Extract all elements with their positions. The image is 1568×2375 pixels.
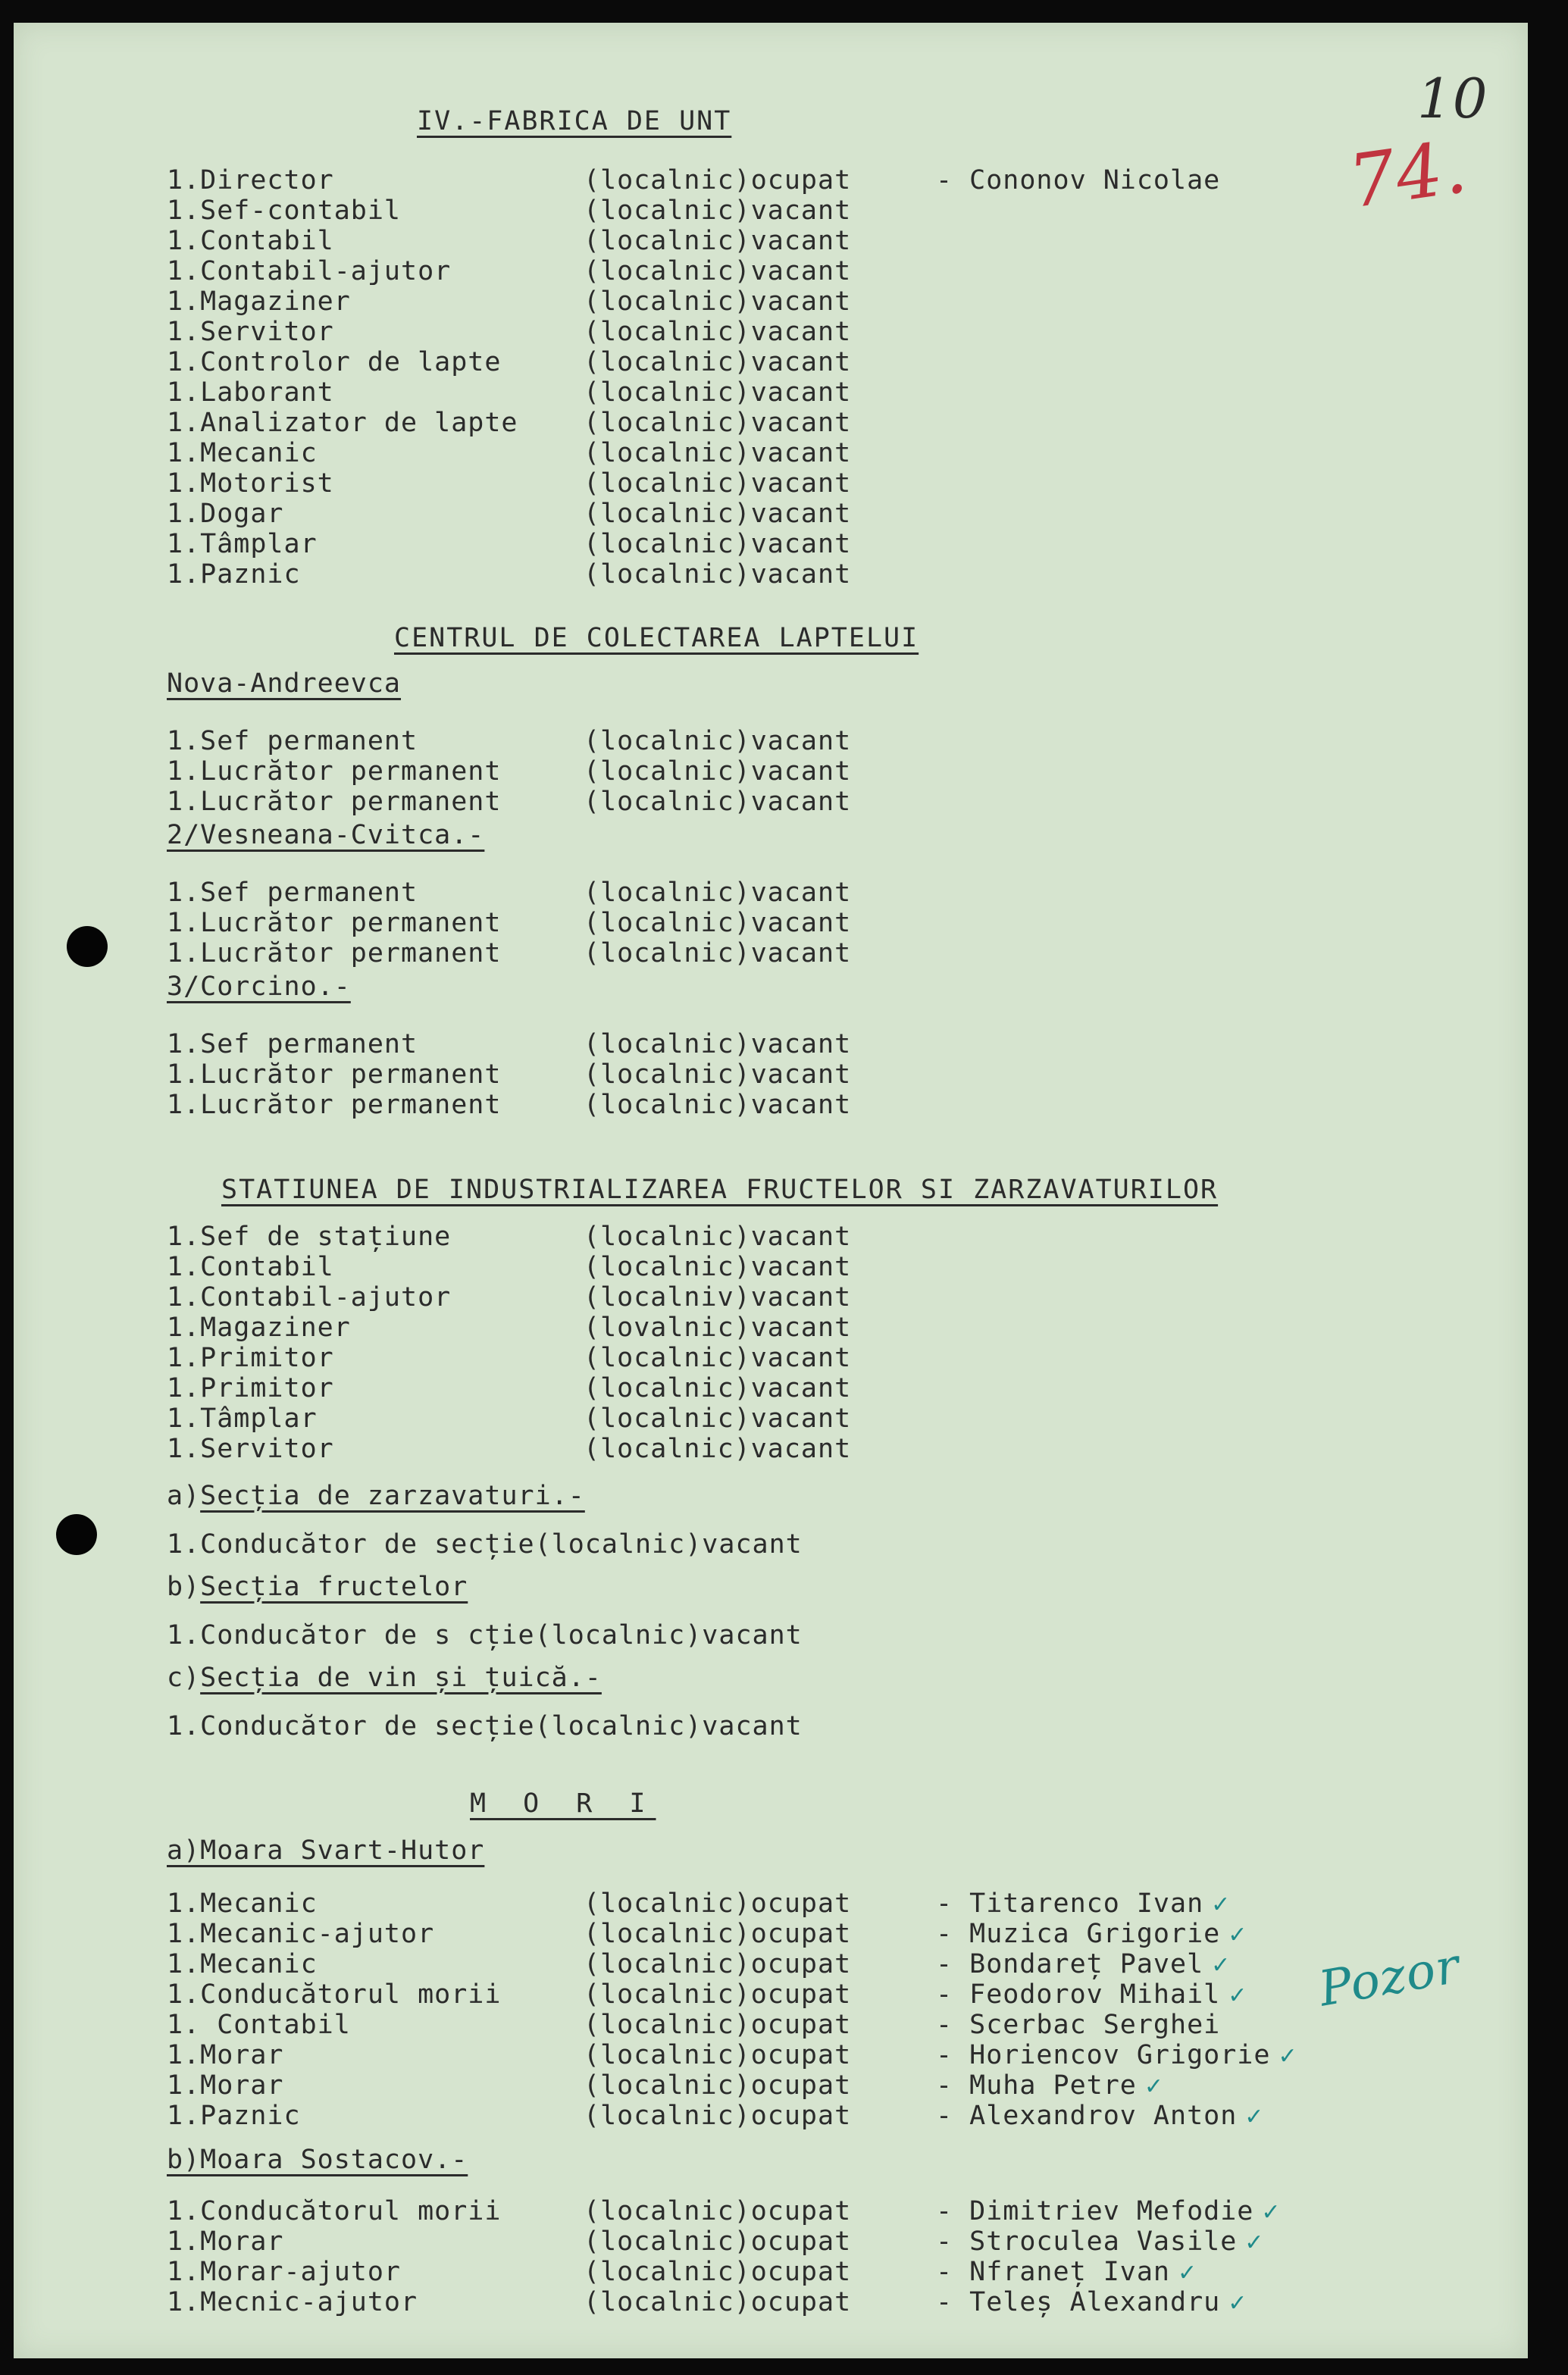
person-name-text: - Stroculea Vasile (936, 2226, 1238, 2257)
person-name (936, 2257, 1197, 2289)
status-value: (localnic)vacant (584, 1403, 852, 1434)
person-name-text: - Cononov Nicolae (936, 165, 1221, 196)
status-value: (localnic)vacant (584, 196, 852, 226)
table-row (167, 499, 1470, 529)
role-label: 1.Morar (167, 2040, 284, 2070)
status-value: (localnic)vacant (584, 1222, 852, 1252)
page-number-annotation: 10 (1417, 67, 1488, 130)
table-row (167, 317, 1470, 347)
subsection-label: Nova-Andreevca (167, 668, 402, 699)
status-value: (localnic)vacant (584, 1252, 852, 1282)
check-mark-icon: ✓ (1228, 1982, 1248, 2009)
table-row (167, 256, 1470, 286)
subsection-label (167, 1481, 585, 1511)
person-name-text: - Teleș Alexandru (936, 2287, 1221, 2317)
role-label: 1.Dogar (167, 499, 284, 529)
status-value: (localnic)vacant (584, 1090, 852, 1120)
role-label: 1.Primitor (167, 1373, 334, 1403)
role-label: 1.Contabil-ajutor (167, 256, 452, 286)
table-row (167, 2287, 1470, 2317)
table-row (167, 2226, 1470, 2257)
subsection-prefix: c) (167, 1663, 201, 1693)
role-label: 1.Conducătorul morii (167, 1979, 502, 2010)
status-value: (localnic)vacant (584, 1434, 852, 1464)
status-value: (localnic)vacant (584, 1343, 852, 1373)
table-row (167, 408, 1470, 438)
role-label: 1.Magaziner (167, 1313, 351, 1343)
person-name-text: - Muzica Grigorie (936, 1919, 1221, 1949)
person-name (936, 1888, 1231, 1920)
role-label: 1.Director (167, 165, 334, 196)
table-row (167, 196, 1470, 226)
section-title-fabrica: IV.-FABRICA DE UNT (417, 106, 732, 136)
subsection-name: Secția de vin și țuică.- (200, 1663, 602, 1693)
role-label: 1.Sef permanent (167, 1029, 418, 1059)
role-label: 1.Servitor (167, 317, 334, 347)
role-label: 1.Sef permanent (167, 878, 418, 908)
table-row (167, 1373, 1470, 1403)
subsection-prefix: b) (167, 1572, 201, 1602)
person-name (936, 1979, 1247, 2011)
table-row (167, 1949, 1470, 1979)
subsection-label (167, 1663, 602, 1693)
check-mark-icon: ✓ (1211, 1892, 1232, 1918)
role-label: 1.Contabil (167, 1252, 334, 1282)
person-name-text: - Bondareț Pavel (936, 1949, 1204, 1979)
status-value: (localnic)ocupat (584, 1888, 852, 1919)
role-label: 1.Mecanic-ajutor (167, 1919, 435, 1949)
role-label: 1. Contabil (167, 2010, 351, 2040)
red-handwritten-mark: 74. (1343, 124, 1473, 225)
subsection-label (167, 1572, 468, 1602)
table-row (167, 878, 1470, 908)
role-label: 1.Lucrător permanent (167, 1090, 502, 1120)
check-mark-icon: ✓ (1211, 1952, 1232, 1979)
role-label: 1.Lucrător permanent (167, 756, 502, 787)
table-row (167, 938, 1470, 968)
person-name (936, 2010, 1220, 2040)
person-name (936, 2070, 1164, 2102)
status-value: (localnic)vacant (584, 1059, 852, 1090)
status-value: (localnic)vacant (584, 256, 852, 286)
role-label: 1.Sef-contabil (167, 196, 402, 226)
role-label: 1.Conducătorul morii (167, 2196, 502, 2226)
status-value: (localnic)ocupat (584, 1919, 852, 1949)
person-name (936, 2287, 1247, 2319)
status-value: (localnic)ocupat (584, 1949, 852, 1979)
check-mark-icon: ✓ (1228, 2290, 1248, 2317)
status-value: (localnic)ocupat (584, 1979, 852, 2010)
role-label: 1.Servitor (167, 1434, 334, 1464)
check-mark-icon: ✓ (1178, 2260, 1198, 2286)
table-row (167, 377, 1470, 408)
table-row (167, 1222, 1470, 1252)
role-label: 1.Contabil (167, 226, 334, 256)
person-name-text: - Feodorov Mihail (936, 1979, 1221, 2010)
table-row (167, 1029, 1470, 1059)
table-row (167, 529, 1470, 559)
role-label: 1.Magaziner (167, 286, 351, 317)
table-row (167, 1888, 1470, 1919)
table-row (167, 908, 1470, 938)
person-name-text: - Dimitriev Mefodie (936, 2196, 1254, 2226)
section-title-statiunea: STATIUNEA DE INDUSTRIALIZAREA FRUCTELOR SI ZARZAVATURILOR (221, 1175, 1219, 1205)
check-mark-icon: ✓ (1244, 2229, 1265, 2256)
table-row (167, 1282, 1470, 1313)
status-value: (localnic)ocupat (584, 2101, 852, 2131)
check-mark-icon: ✓ (1244, 2104, 1265, 2130)
role-label: 1.Paznic (167, 2101, 301, 2131)
person-name (936, 2101, 1264, 2132)
status-value: (localnic)vacant (584, 226, 852, 256)
status-value: (localnic)vacant (584, 787, 852, 817)
table-row (167, 438, 1470, 468)
table-row (167, 2196, 1470, 2226)
status-value: (localnic)ocupat (584, 2226, 852, 2257)
table-row (167, 1434, 1470, 1464)
subsection-name: Secția de zarzavaturi.- (200, 1481, 585, 1511)
status-value: (localnic)ocupat (584, 165, 852, 196)
role-label: 1.Lucrător permanent (167, 908, 502, 938)
status-value: (lovalnic)vacant (584, 1313, 852, 1343)
role-label: 1.Controlor de lapte (167, 347, 502, 377)
subsection-name: Secția fructelor (200, 1572, 468, 1602)
role-label: 1.Tâmplar (167, 529, 318, 559)
role-label: 1.Mecanic (167, 438, 318, 468)
person-name (936, 1919, 1247, 1951)
table-row: 1.Conducător de secție(localnic)vacant (167, 1529, 803, 1560)
status-value: (localnic)vacant (584, 438, 852, 468)
table-row (167, 1919, 1470, 1949)
role-label: 1.Analizator de lapte (167, 408, 518, 438)
subsection-label: 2/Vesneana-Cvitca.- (167, 820, 485, 850)
role-label: 1.Morar-ajutor (167, 2257, 402, 2287)
table-row (167, 756, 1470, 787)
check-mark-icon: ✓ (1144, 2073, 1165, 2100)
status-value: (localnic)vacant (584, 726, 852, 756)
status-value: (localnic)vacant (584, 1029, 852, 1059)
status-value: (localnic)ocupat (584, 2040, 852, 2070)
status-value: (localnic)vacant (584, 878, 852, 908)
status-value: (localnic)ocupat (584, 2070, 852, 2101)
role-label: 1.Morar (167, 2226, 284, 2257)
status-value: (localnic)ocupat (584, 2257, 852, 2287)
role-label: 1.Paznic (167, 559, 301, 590)
table-row (167, 468, 1470, 499)
table-row (167, 2257, 1470, 2287)
table-row (167, 286, 1470, 317)
status-value: (localniv)vacant (584, 1282, 852, 1313)
person-name (936, 2040, 1298, 2072)
person-name (936, 2226, 1264, 2258)
table-row (167, 2070, 1470, 2101)
status-value: (localnic)vacant (584, 756, 852, 787)
table-row (167, 165, 1470, 196)
table-row: 1.Conducător de s cție(localnic)vacant (167, 1620, 803, 1651)
role-label: 1.Primitor (167, 1343, 334, 1373)
status-value: (localnic)ocupat (584, 2196, 852, 2226)
role-label: 1.Morar (167, 2070, 284, 2101)
table-row (167, 559, 1470, 590)
table-row (167, 2101, 1470, 2131)
role-label: 1.Mecanic (167, 1949, 318, 1979)
person-name-text: - Nfraneț Ivan (936, 2257, 1171, 2287)
status-value: (localnic)ocupat (584, 2010, 852, 2040)
table-row (167, 1403, 1470, 1434)
status-value: (localnic)vacant (584, 408, 852, 438)
subsection-prefix: a) (167, 1481, 201, 1511)
check-mark-icon: ✓ (1261, 2199, 1282, 2226)
role-label: 1.Lucrător permanent (167, 938, 502, 968)
role-label: 1.Mecanic (167, 1888, 318, 1919)
status-value: (localnic)vacant (584, 468, 852, 499)
person-name (936, 165, 1220, 196)
person-name-text: - Titarenco Ivan (936, 1888, 1204, 1919)
status-value: (localnic)vacant (584, 286, 852, 317)
table-row (167, 1343, 1470, 1373)
table-row (167, 787, 1470, 817)
person-name (936, 2196, 1282, 2228)
check-mark-icon: ✓ (1278, 2043, 1298, 2070)
table-row (167, 1979, 1470, 2010)
person-name-text: - Scerbac Serghei (936, 2010, 1221, 2040)
status-value: (localnic)vacant (584, 559, 852, 590)
person-name-text: - Alexandrov Anton (936, 2101, 1238, 2131)
table-row (167, 726, 1470, 756)
role-label: 1.Lucrător permanent (167, 1059, 502, 1090)
check-mark-icon: ✓ (1228, 1922, 1248, 1948)
role-label: 1.Laborant (167, 377, 334, 408)
person-name-text: - Muha Petre (936, 2070, 1137, 2101)
subsection-label: a)Moara Svart-Hutor (167, 1835, 485, 1866)
role-label: 1.Contabil-ajutor (167, 1282, 452, 1313)
status-value: (localnic)vacant (584, 908, 852, 938)
subsection-label: 3/Corcino.- (167, 972, 351, 1002)
status-value: (localnic)vacant (584, 529, 852, 559)
role-label: 1.Motorist (167, 468, 334, 499)
teal-handwritten-mark: Pozor (1314, 1938, 1464, 2018)
person-name (936, 1949, 1231, 1981)
table-row (167, 2010, 1470, 2040)
section-title-mori: M O R I (470, 1788, 656, 1819)
person-name-text: - Horiencov Grigorie (936, 2040, 1271, 2070)
table-row (167, 1090, 1470, 1120)
table-row (167, 1059, 1470, 1090)
role-label: 1.Sef de stațiune (167, 1222, 452, 1252)
table-row: 1.Conducător de secție(localnic)vacant (167, 1711, 803, 1741)
section-title-centrul: CENTRUL DE COLECTAREA LAPTELUI (394, 623, 919, 653)
role-label: 1.Sef permanent (167, 726, 418, 756)
status-value: (localnic)vacant (584, 317, 852, 347)
status-value: (localnic)vacant (584, 1373, 852, 1403)
status-value: (localnic)vacant (584, 347, 852, 377)
status-value: (localnic)ocupat (584, 2287, 852, 2317)
role-label: 1.Mecnic-ajutor (167, 2287, 418, 2317)
status-value: (localnic)vacant (584, 377, 852, 408)
table-row (167, 2040, 1470, 2070)
table-row (167, 347, 1470, 377)
status-value: (localnic)vacant (584, 938, 852, 968)
role-label: 1.Lucrător permanent (167, 787, 502, 817)
subsection-label: b)Moara Sostacov.- (167, 2145, 468, 2175)
table-row (167, 226, 1470, 256)
status-value: (localnic)vacant (584, 499, 852, 529)
table-row (167, 1252, 1470, 1282)
role-label: 1.Tâmplar (167, 1403, 318, 1434)
table-row (167, 1313, 1470, 1343)
